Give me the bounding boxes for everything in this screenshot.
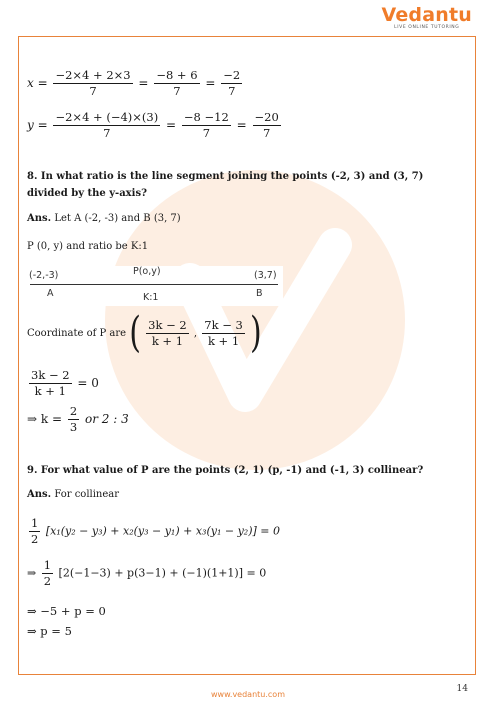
point-a-label: A bbox=[47, 288, 54, 299]
point-p-coords: P(o,y) bbox=[133, 266, 161, 277]
brand-logo bbox=[381, 5, 472, 30]
brand-tagline: LIVE ONLINE TUTORING bbox=[394, 25, 460, 30]
collinear-formula: $\frac{1}{2}$ [x₁(y₂ − y₃) + x₂(y₃ − y₁) + x₃(y₁ − y₂)] = 0 bbox=[31, 516, 281, 546]
collinear-step-3: ⇒ p = 5 bbox=[27, 624, 72, 638]
fraction: $\frac{3k - 2}{k + 1}$ bbox=[148, 318, 187, 348]
question-9: 9. For what value of P are the points (2, 1) (p, -1) and (-1, 3) collinear? bbox=[27, 465, 424, 476]
collinear-step-2: ⇒ −5 + p = 0 bbox=[27, 604, 106, 618]
fraction: $\frac{-20}{7}$ bbox=[254, 110, 279, 140]
fraction: $\frac{1}{2}$ bbox=[43, 558, 52, 588]
eq-y-lhs: y = bbox=[27, 118, 48, 132]
fraction: $\frac{-2}{7}$ bbox=[223, 68, 241, 98]
brand-name: Vedantu bbox=[381, 4, 472, 26]
point-b-label: B bbox=[256, 288, 263, 299]
ratio-label: K:1 bbox=[143, 292, 159, 303]
answer-9-intro: Ans. For collinear bbox=[27, 489, 120, 500]
page-number: 14 bbox=[456, 684, 468, 694]
footer-url[interactable]: www.vedantu.com bbox=[211, 690, 285, 699]
equation-x: x = $\frac{-2\times 4 + 2\times 3}{7}$ = $\frac{-8 + 6}{7}$ = $\frac{-2}{7}$ bbox=[27, 68, 241, 98]
point-a-coords: (-2,-3) bbox=[29, 270, 59, 281]
coordinate-of-p: Coordinate of P are ( $\frac{3k - 2}{k + 1}$ , $\frac{7k - 3}{k + 1}$ ) bbox=[27, 308, 262, 358]
fraction: $\frac{-2\times 4 + (-4)\times(3)}{7}$ bbox=[55, 110, 159, 140]
fraction: $\frac{2}{3}$ bbox=[69, 404, 78, 434]
fraction: $\frac{-8 + 6}{7}$ bbox=[156, 68, 198, 98]
segment-line bbox=[30, 284, 278, 285]
equation-k: $\frac{3k - 2}{k + 1}$ = 0 bbox=[31, 368, 99, 398]
eq-x-lhs: x = bbox=[27, 76, 48, 90]
section-diagram bbox=[27, 266, 283, 306]
equation-y: y = $\frac{-2\times 4 + (-4)\times(3)}{7}$ = $\frac{-8 -12}{7}$ = $\frac{-20}{7}$ bbox=[27, 110, 279, 140]
answer-8-intro: Ans. Let A (-2, -3) and B (3, 7) bbox=[27, 213, 181, 224]
k-result: ⇒ k = $\frac{2}{3}$ or 2 : 3 bbox=[27, 404, 129, 434]
answer-8-line2: P (0, y) and ratio be K:1 bbox=[27, 241, 149, 252]
collinear-step-1: ⇒ $\frac{1}{2}$ [2(−1−3) + p(3−1) + (−1)(1+1)] = 0 bbox=[27, 558, 267, 588]
fraction: $\frac{7k - 3}{k + 1}$ bbox=[204, 318, 243, 348]
fraction: $\frac{-8 -12}{7}$ bbox=[183, 110, 229, 140]
fraction: $\frac{-2\times 4 + 2\times 3}{7}$ bbox=[55, 68, 131, 98]
fraction: $\frac{1}{2}$ bbox=[31, 516, 39, 546]
point-b-coords: (3,7) bbox=[254, 270, 277, 281]
question-8: 8. In what ratio is the line segment joining the points (-2, 3) and (3, 7) divided by the y-axis? bbox=[27, 171, 424, 199]
fraction: $\frac{3k - 2}{k + 1}$ bbox=[31, 368, 70, 398]
